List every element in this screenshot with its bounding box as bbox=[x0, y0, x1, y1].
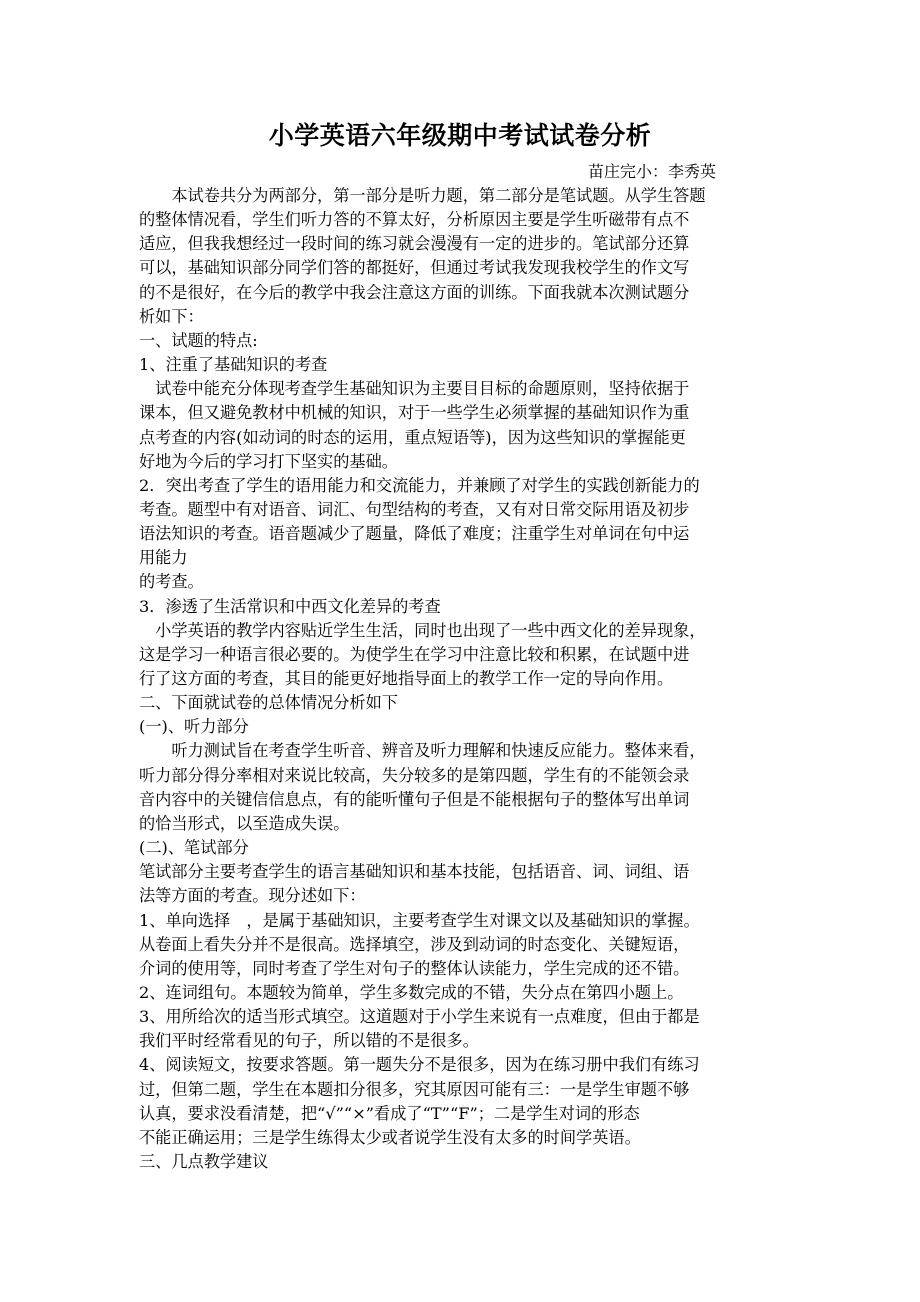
text-line: (一)、听力部分 bbox=[139, 717, 249, 737]
text-line: 好地为今后的学习打下坚实的基础。 bbox=[139, 451, 398, 471]
text-line: 我们平时经常看见的句子，所以错的不是很多。 bbox=[139, 1031, 479, 1051]
text-line: 听力部分得分率相对来说比较高，失分较多的是第四题，学生有的不能领会录 bbox=[139, 765, 690, 785]
text-line: 音内容中的关键信信息点，有的能听懂句子但是不能根据句子的整体写出单词 bbox=[139, 789, 690, 809]
text-line: 笔试部分主要考查学生的语言基础知识和基本技能，包括语音、词、词组、语 bbox=[139, 862, 690, 882]
text-line: 介词的使用等，同时考查了学生对句子的整体认读能力，学生完成的还不错。 bbox=[139, 958, 690, 978]
text-line: 3．渗透了生活常识和中西文化差异的考查 bbox=[139, 596, 441, 616]
text-line: 点考查的内容(如动词的时态的运用，重点短语等)，因为这些知识的掌握能更 bbox=[139, 427, 686, 447]
text-line: 听力测试旨在考查学生听音、辨音及听力理解和快速反应能力。整体来看， bbox=[139, 741, 706, 761]
text-line: 课本，但又避免教材中机械的知识，对于一些学生必须掌握的基础知识作为重 bbox=[139, 403, 690, 423]
text-line: 行了这方面的考查，其目的能更好地指导面上的教学工作一定的导向作用。 bbox=[139, 669, 674, 688]
text-line: 适应，但我我想经过一段时间的练习就会漫漫有一定的进步的。笔试部分还算 bbox=[139, 234, 690, 254]
text-line: 法等方面的考查。现分述如下： bbox=[139, 886, 366, 906]
author-line: 苗庄完小：李秀英 bbox=[588, 162, 717, 181]
text-line: 从卷面上看失分并不是很高。选择填空，涉及到动词的时态变化、关键短语， bbox=[139, 934, 690, 954]
text-line: 的不是很好，在今后的教学中我会注意这方面的训练。下面我就本次测试题分 bbox=[139, 282, 690, 302]
text-line: 2．突出考查了学生的语用能力和交流能力，并兼顾了对学生的实践创新能力的 bbox=[139, 475, 700, 495]
text-line: 考查。题型中有对语音、词汇、句型结构的考查，又有对日常交际用语及初步 bbox=[139, 499, 690, 519]
text-line: 1、单向选择 ，是属于基础知识，主要考查学生对课文以及基础知识的掌握。 bbox=[139, 910, 700, 930]
text-line: 一、试题的特点: bbox=[139, 330, 258, 350]
text-line: (二)、笔试部分 bbox=[139, 838, 249, 858]
text-line: 三、几点教学建议 bbox=[139, 1152, 269, 1171]
text-line: 2、连词组句。本题较为简单，学生多数完成的不错，失分点在第四小题上。 bbox=[139, 982, 684, 1002]
text-line: 析如下： bbox=[139, 306, 204, 326]
text-line: 二、下面就试卷的总体情况分析如下 bbox=[139, 693, 398, 713]
text-line: 试卷中能充分体现考查学生基础知识为主要目目标的命题原则，坚持依据于 bbox=[139, 379, 690, 399]
text-line: 过，但第二题，学生在本题扣分很多，究其原因可能有三：一是学生审题不够 bbox=[139, 1079, 690, 1099]
text-line: 1、注重了基础知识的考查 bbox=[139, 355, 328, 375]
text-line: 语法知识的考查。语音题减少了题量，降低了难度；注重学生对单词在句中运 bbox=[139, 524, 690, 544]
text-line: 的整体情况看，学生们听力答的不算太好，分析原因主要是学生听磁带有点不 bbox=[139, 210, 690, 230]
text-line: 不能正确运用；三是学生练得太少或者说学生没有太多的时间学英语。 bbox=[139, 1127, 641, 1147]
text-line: 的考查。 bbox=[139, 572, 204, 592]
text-line: 的恰当形式，以至造成失误。 bbox=[139, 813, 350, 833]
text-line: 本试卷共分为两部分，第一部分是听力题，第二部分是笔试题。从学生答题 bbox=[139, 186, 706, 205]
text-line: 认真，要求没看清楚，把“√”“×”看成了“T”“F”；二是学生对词的形态 bbox=[139, 1103, 640, 1123]
text-line: 3、用所给次的适当形式填空。这道题对于小学生来说有一点难度，但由于都是 bbox=[139, 1007, 700, 1027]
text-line: 4、阅读短文，按要求答题。第一题失分不是很多，因为在练习册中我们有练习 bbox=[139, 1055, 700, 1075]
text-line: 用能力 bbox=[139, 548, 188, 568]
document-title: 小学英语六年级期中考试试卷分析 bbox=[268, 121, 652, 150]
text-line: 小学英语的教学内容贴近学生生活，同时也出现了一些中西文化的差异现象， bbox=[139, 620, 706, 640]
text-line: 可以，基础知识部分同学们答的都挺好，但通过考试我发现我校学生的作文写 bbox=[139, 258, 690, 278]
text-line: 这是学习一种语言很必要的。为使学生在学习中注意比较和积累，在试题中进 bbox=[139, 644, 690, 664]
